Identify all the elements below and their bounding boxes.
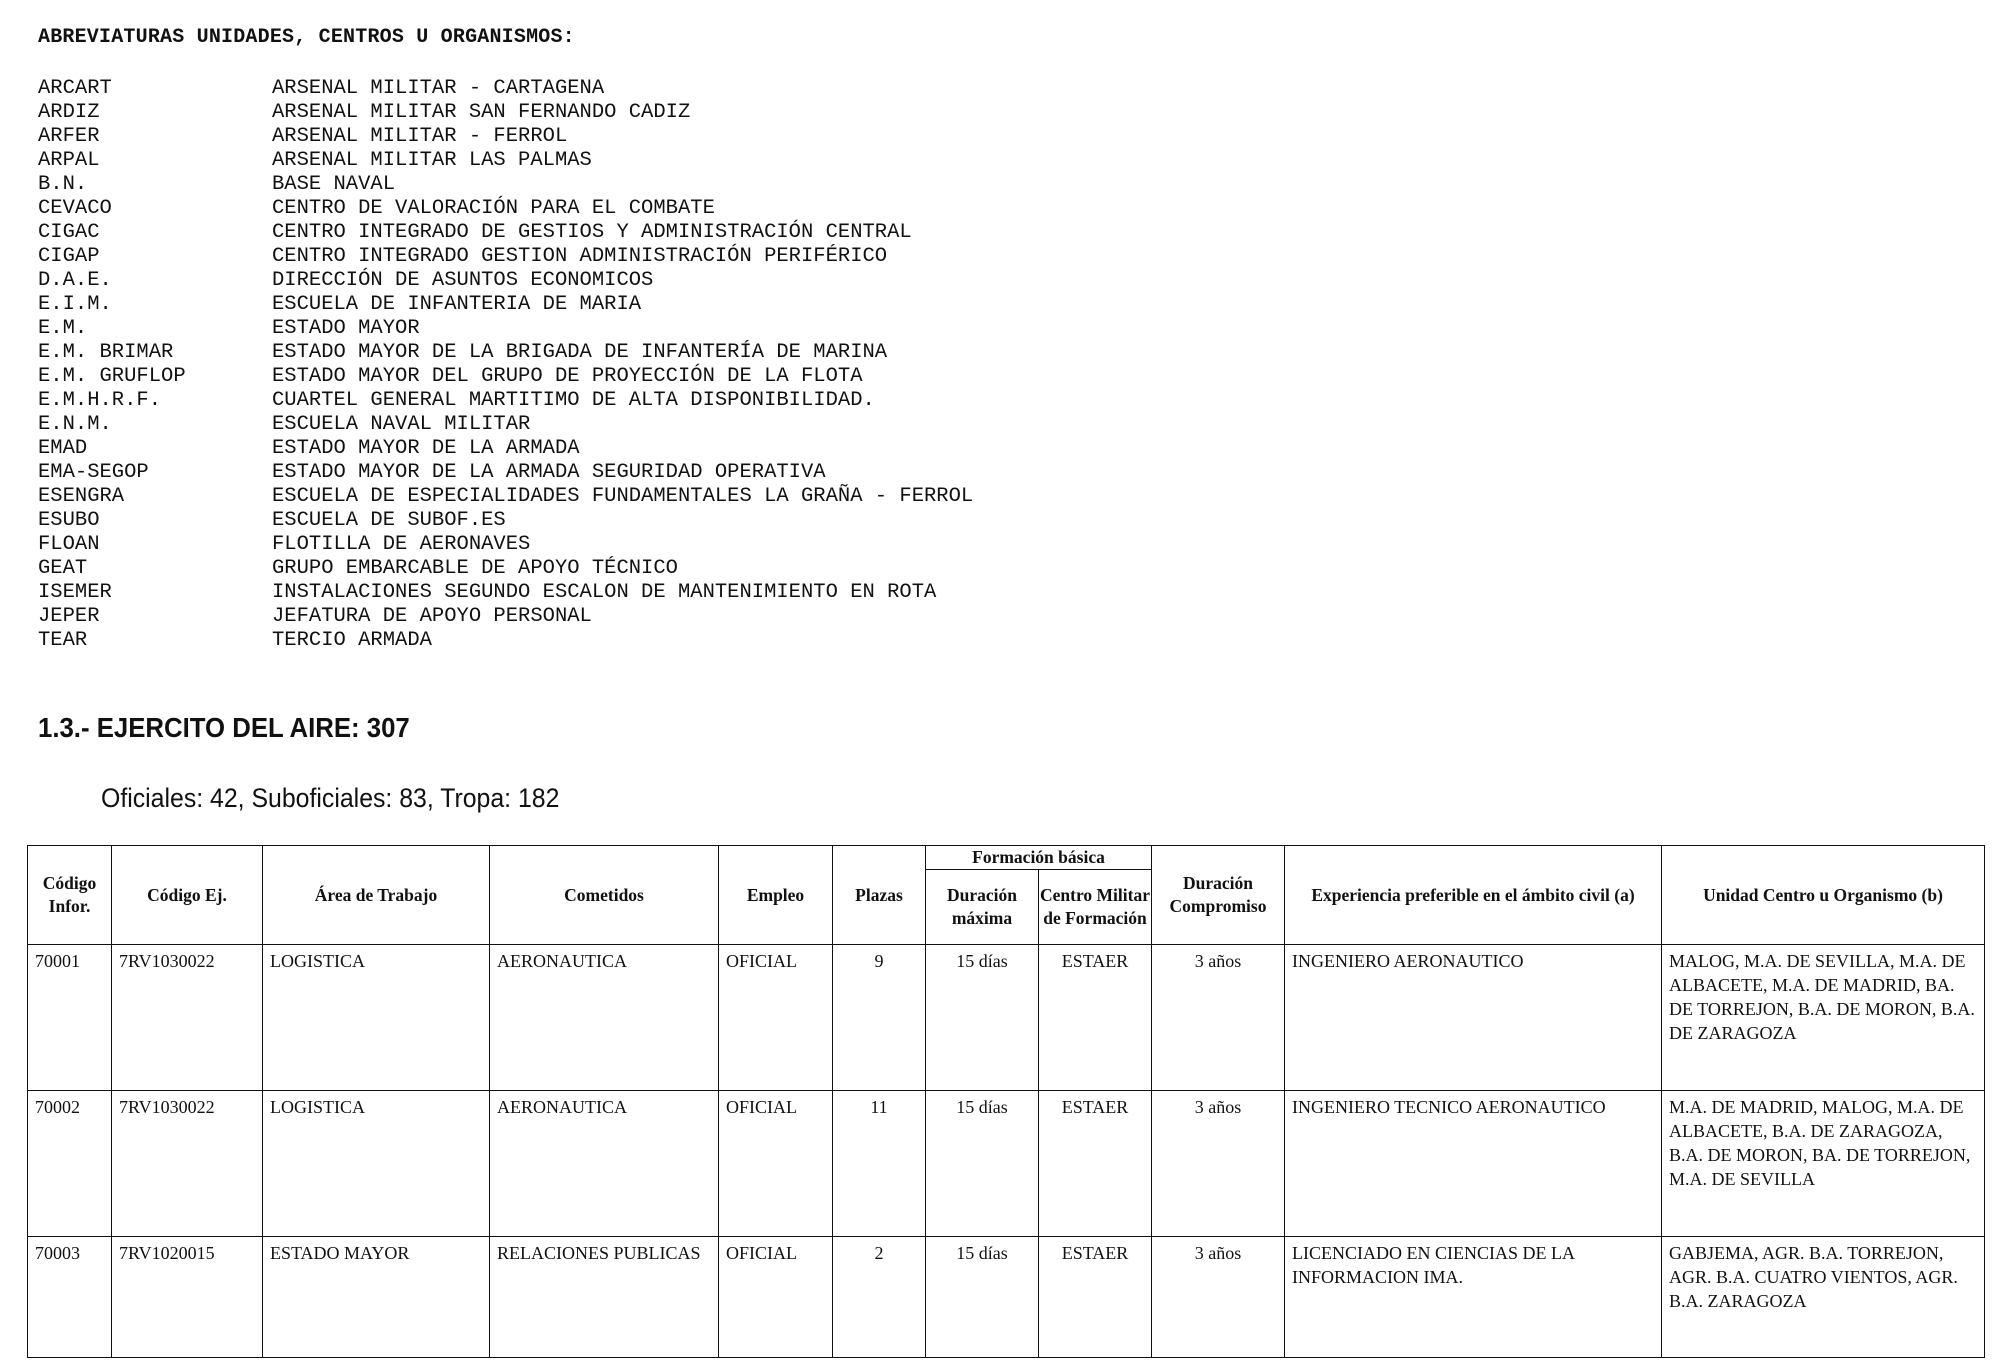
abbreviation-desc: ESCUELA DE SUBOF.ES	[272, 509, 506, 532]
cell-area: ESTADO MAYOR	[263, 1237, 490, 1358]
cell-codigo-infor: 70003	[28, 1237, 112, 1358]
cell-cometidos: AERONAUTICA	[490, 1091, 719, 1237]
abbreviation-item	[38, 221, 973, 245]
header-area: Área de Trabajo	[263, 846, 490, 945]
abbreviation-desc: ARSENAL MILITAR LAS PALMAS	[272, 149, 592, 172]
abbreviation-item	[38, 557, 973, 581]
abbreviation-code: TEAR	[38, 629, 88, 652]
cell-centro-militar: ESTAER	[1039, 1091, 1152, 1237]
abbreviation-item	[38, 341, 973, 365]
positions-table	[27, 845, 1985, 1358]
abbreviation-item	[38, 269, 973, 293]
cell-duracion-maxima: 15 días	[926, 1091, 1039, 1237]
abbreviation-item	[38, 413, 973, 437]
abbreviation-code: E.M.	[38, 317, 88, 340]
personnel-summary: Oficiales: 42, Suboficiales: 83, Tropa: 182	[101, 783, 560, 813]
abbreviation-code: ISEMER	[38, 581, 112, 604]
abbreviation-desc: ARSENAL MILITAR - FERROL	[272, 125, 568, 148]
abbreviation-item	[38, 125, 973, 149]
abbreviation-item	[38, 509, 973, 533]
abbreviation-code: ARFER	[38, 125, 100, 148]
cell-plazas: 2	[833, 1237, 926, 1358]
abbreviation-desc: BASE NAVAL	[272, 173, 396, 196]
section-title: 1.3.- EJERCITO DEL AIRE: 307	[38, 712, 410, 743]
abbreviations-list	[38, 77, 973, 653]
cell-codigo-infor: 70001	[28, 945, 112, 1091]
abbreviation-code: EMAD	[38, 437, 88, 460]
cell-codigo-infor: 70002	[28, 1091, 112, 1237]
abbreviation-desc: CENTRO DE VALORACIÓN PARA EL COMBATE	[272, 197, 715, 220]
abbreviation-item	[38, 629, 973, 653]
abbreviation-code: EMA-SEGOP	[38, 461, 149, 484]
cell-codigo-ej: 7RV1030022	[112, 945, 263, 1091]
abbreviation-item	[38, 389, 973, 413]
abbreviation-item	[38, 101, 973, 125]
cell-experiencia: LICENCIADO EN CIENCIAS DE LA INFORMACION IMA.	[1285, 1237, 1662, 1358]
cell-plazas: 11	[833, 1091, 926, 1237]
abbreviation-desc: ESTADO MAYOR DE LA ARMADA SEGURIDAD OPERATIVA	[272, 461, 826, 484]
abbreviation-code: GEAT	[38, 557, 88, 580]
table-row	[28, 1237, 1985, 1358]
abbreviation-desc: JEFATURA DE APOYO PERSONAL	[272, 605, 592, 628]
abbreviation-desc: ARSENAL MILITAR SAN FERNANDO CADIZ	[272, 101, 691, 124]
table-header-row	[28, 846, 1985, 870]
header-cometidos: Cometidos	[490, 846, 719, 945]
abbreviation-item	[38, 365, 973, 389]
cell-duracion-compromiso: 3 años	[1152, 945, 1285, 1091]
abbreviation-desc: GRUPO EMBARCABLE DE APOYO TÉCNICO	[272, 557, 678, 580]
cell-experiencia: INGENIERO AERONAUTICO	[1285, 945, 1662, 1091]
cell-experiencia: INGENIERO TECNICO AERONAUTICO	[1285, 1091, 1662, 1237]
abbreviation-desc: ESTADO MAYOR DE LA BRIGADA DE INFANTERÍA DE MARINA	[272, 341, 888, 364]
abbreviation-code: CEVACO	[38, 197, 112, 220]
cell-empleo: OFICIAL	[719, 1091, 833, 1237]
cell-codigo-ej: 7RV1030022	[112, 1091, 263, 1237]
cell-area: LOGISTICA	[263, 945, 490, 1091]
abbreviation-code: CIGAC	[38, 221, 100, 244]
abbreviation-desc: ESTADO MAYOR DE LA ARMADA	[272, 437, 580, 460]
header-duracion-maxima: Duración máxima	[926, 870, 1039, 945]
abbreviation-item	[38, 77, 973, 101]
abbreviation-code: E.M. BRIMAR	[38, 341, 174, 364]
cell-duracion-compromiso: 3 años	[1152, 1237, 1285, 1358]
abbreviation-item	[38, 581, 973, 605]
cell-empleo: OFICIAL	[719, 1237, 833, 1358]
cell-unidad: GABJEMA, AGR. B.A. TORREJON, AGR. B.A. CUATRO VIENTOS, AGR. B.A. ZARAGOZA	[1662, 1237, 1985, 1358]
abbreviation-item	[38, 485, 973, 509]
cell-unidad: MALOG, M.A. DE SEVILLA, M.A. DE ALBACETE, M.A. DE MADRID, BA. DE TORREJON, B.A. DE MORON, B.A. DE ZARAGOZA	[1662, 945, 1985, 1091]
abbreviation-desc: CUARTEL GENERAL MARTITIMO DE ALTA DISPONIBILIDAD.	[272, 389, 875, 412]
abbreviation-code: ESUBO	[38, 509, 100, 532]
abbreviation-item	[38, 437, 973, 461]
table-row	[28, 945, 1985, 1091]
abbreviation-code: ESENGRA	[38, 485, 125, 508]
cell-empleo: OFICIAL	[719, 945, 833, 1091]
header-codigo-infor: Código Infor.	[28, 846, 112, 945]
header-unidad: Unidad Centro u Organismo (b)	[1662, 846, 1985, 945]
header-formacion-basica: Formación básica	[926, 846, 1152, 870]
abbreviation-desc: ESCUELA DE INFANTERIA DE MARIA	[272, 293, 642, 316]
abbreviation-code: FLOAN	[38, 533, 100, 556]
cell-duracion-maxima: 15 días	[926, 945, 1039, 1091]
abbreviation-item	[38, 245, 973, 269]
abbreviation-code: ARDIZ	[38, 101, 100, 124]
abbreviation-code: E.M.H.R.F.	[38, 389, 162, 412]
abbreviation-code: B.N.	[38, 173, 88, 196]
abbreviation-desc: INSTALACIONES SEGUNDO ESCALON DE MANTENIMIENTO EN ROTA	[272, 581, 937, 604]
cell-duracion-compromiso: 3 años	[1152, 1091, 1285, 1237]
header-plazas: Plazas	[833, 846, 926, 945]
abbreviation-item	[38, 461, 973, 485]
abbreviation-code: JEPER	[38, 605, 100, 628]
abbreviation-item	[38, 293, 973, 317]
abbreviation-desc: FLOTILLA DE AERONAVES	[272, 533, 531, 556]
header-empleo: Empleo	[719, 846, 833, 945]
cell-cometidos: RELACIONES PUBLICAS	[490, 1237, 719, 1358]
abbreviation-item	[38, 533, 973, 557]
abbreviation-item	[38, 605, 973, 629]
abbreviation-desc: DIRECCIÓN DE ASUNTOS ECONOMICOS	[272, 269, 654, 292]
abbreviation-desc: ESTADO MAYOR	[272, 317, 420, 340]
abbreviation-item	[38, 149, 973, 173]
header-duracion-compromiso: Duración Compromiso	[1152, 846, 1285, 945]
cell-duracion-maxima: 15 días	[926, 1237, 1039, 1358]
abbreviation-desc: CENTRO INTEGRADO GESTION ADMINISTRACIÓN PERIFÉRICO	[272, 245, 888, 268]
abbreviation-code: E.I.M.	[38, 293, 112, 316]
abbreviation-item	[38, 173, 973, 197]
abbreviation-desc: ESCUELA DE ESPECIALIDADES FUNDAMENTALES LA GRAÑA - FERROL	[272, 485, 974, 508]
cell-codigo-ej: 7RV1020015	[112, 1237, 263, 1358]
abbreviation-desc: TERCIO ARMADA	[272, 629, 432, 652]
abbreviation-code: D.A.E.	[38, 269, 112, 292]
header-codigo-ej: Código Ej.	[112, 846, 263, 945]
abbreviation-code: E.M. GRUFLOP	[38, 365, 186, 388]
cell-unidad: M.A. DE MADRID, MALOG, M.A. DE ALBACETE, B.A. DE ZARAGOZA, B.A. DE MORON, BA. DE TORREJON, M.A. DE SEVILLA	[1662, 1091, 1985, 1237]
header-centro-militar: Centro Militar de Formación	[1039, 870, 1152, 945]
abbreviation-code: ARCART	[38, 77, 112, 100]
abbreviation-item	[38, 317, 973, 341]
abbreviation-desc: CENTRO INTEGRADO DE GESTIOS Y ADMINISTRACIÓN CENTRAL	[272, 221, 912, 244]
cell-plazas: 9	[833, 945, 926, 1091]
table-row	[28, 1091, 1985, 1237]
abbreviation-desc: ESCUELA NAVAL MILITAR	[272, 413, 531, 436]
abbreviations-title: ABREVIATURAS UNIDADES, CENTROS U ORGANISMOS:	[38, 26, 575, 49]
abbreviation-code: ARPAL	[38, 149, 100, 172]
abbreviation-code: E.N.M.	[38, 413, 112, 436]
abbreviation-item	[38, 197, 973, 221]
abbreviation-desc: ESTADO MAYOR DEL GRUPO DE PROYECCIÓN DE LA FLOTA	[272, 365, 863, 388]
cell-area: LOGISTICA	[263, 1091, 490, 1237]
cell-centro-militar: ESTAER	[1039, 1237, 1152, 1358]
abbreviation-code: CIGAP	[38, 245, 100, 268]
cell-cometidos: AERONAUTICA	[490, 945, 719, 1091]
header-experiencia: Experiencia preferible en el ámbito civil (a)	[1285, 846, 1662, 945]
abbreviation-desc: ARSENAL MILITAR - CARTAGENA	[272, 77, 605, 100]
cell-centro-militar: ESTAER	[1039, 945, 1152, 1091]
